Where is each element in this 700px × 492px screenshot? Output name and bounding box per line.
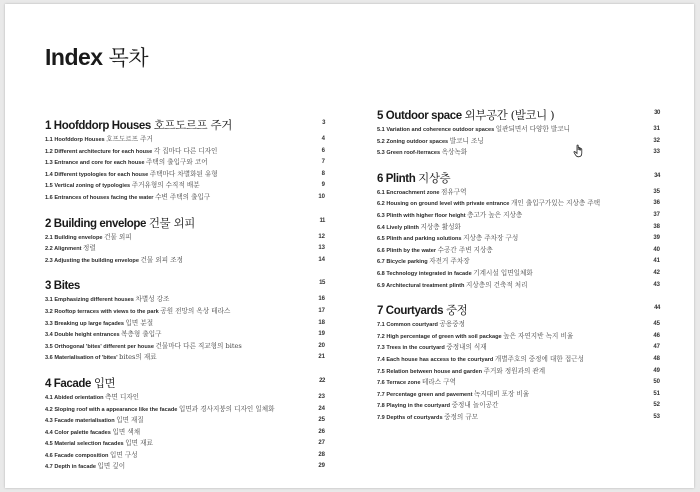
entry-title-en: 6.3 Plinth with higher floor height — [377, 212, 466, 219]
entry-page-number: 8 — [321, 170, 325, 177]
section-spacer — [45, 266, 325, 275]
index-entry[interactable] — [377, 256, 660, 268]
entry-page-number: 51 — [653, 390, 660, 397]
index-section — [377, 170, 660, 300]
index-entry[interactable] — [377, 198, 660, 210]
entry-page-number: 42 — [653, 269, 660, 276]
entry-title-en: 6.5 Plinth and parking solutions — [377, 236, 462, 243]
entry-title-kr: 측면 디자인 — [105, 392, 140, 401]
entry-title-kr: 입면 분절 — [125, 318, 154, 327]
entry-title-kr: 테라스 구역 — [422, 378, 456, 387]
entry-title-kr: 일관되면서 다양한 발코니 — [495, 125, 571, 133]
section-title-kr: 중정 — [445, 303, 468, 318]
section-title-en: 5 Outdoor space — [377, 110, 462, 122]
entry-title-en: 1.4 Different typologies for each house — [45, 171, 149, 178]
index-entry[interactable] — [377, 400, 660, 412]
index-entry[interactable] — [377, 389, 660, 401]
entry-page-number: 28 — [318, 451, 325, 458]
index-entry[interactable] — [45, 192, 325, 204]
index-entry[interactable] — [45, 232, 325, 244]
section-spacer — [377, 159, 660, 168]
section-title-en: 3 Bites — [45, 280, 80, 293]
entry-page-number: 32 — [653, 137, 660, 144]
index-entry[interactable] — [377, 136, 660, 148]
index-entry[interactable] — [377, 233, 660, 245]
section-heading[interactable] — [45, 375, 325, 392]
index-entry[interactable] — [45, 146, 325, 158]
entry-page-number: 41 — [653, 258, 660, 265]
entry-page-number: 20 — [318, 342, 325, 349]
section-page-number: 30 — [654, 110, 660, 116]
entry-title-kr: 입면 재질 — [116, 416, 144, 425]
section-title-kr: 외부공간 (발코니 ) — [464, 108, 555, 122]
entry-title-kr: 층고가 높은 지상층 — [467, 210, 523, 219]
entry-title-kr: 주거유형의 수직적 배분 — [131, 181, 200, 190]
entry-title-kr: 공용중정 — [439, 320, 465, 329]
entry-page-number: 7 — [321, 159, 325, 166]
entry-title-en: 3.1 Emphasizing different houses — [45, 297, 134, 304]
index-entry[interactable] — [45, 438, 325, 450]
section-page-number: 34 — [654, 172, 660, 179]
section-title-kr: 입면 — [93, 375, 116, 390]
entry-title-en: 5.1 Variation and coherence outdoor spaces — [377, 127, 495, 133]
index-entry[interactable] — [45, 243, 325, 255]
entry-title-en: 5.2 Zoning outdoor spaces — [377, 138, 449, 145]
index-section — [45, 277, 325, 373]
entry-title-kr: 점유구역 — [441, 187, 467, 196]
index-entry[interactable] — [377, 187, 660, 199]
entry-title-en: 6.4 Lively plinth — [377, 224, 419, 231]
entry-title-kr: 입면 깊이 — [97, 462, 126, 471]
index-entry[interactable] — [45, 329, 325, 341]
index-entry[interactable] — [377, 319, 660, 331]
index-entry[interactable] — [377, 124, 660, 136]
entry-title-kr: 높은 자연지반 녹지 비율 — [503, 331, 574, 340]
entry-page-number: 39 — [653, 235, 660, 242]
entry-title-kr: 정렬 — [83, 244, 96, 253]
index-entry[interactable] — [45, 255, 325, 267]
section-page-number: 11 — [319, 217, 325, 224]
entry-page-number: 36 — [653, 200, 660, 207]
entry-title-kr: 옥상녹화 — [441, 148, 468, 157]
index-entry[interactable] — [45, 427, 325, 439]
entry-title-en: 4.7 Depth in facade — [45, 464, 96, 471]
entry-page-number: 46 — [653, 332, 660, 339]
index-entry[interactable] — [45, 461, 325, 473]
entry-title-en: 6.6 Plinth by the water — [377, 247, 437, 254]
entry-title-en: 7.3 Trees in the courtyard — [377, 345, 445, 352]
section-title-kr: 건물 외피 — [148, 215, 195, 230]
title-en: Index — [45, 44, 103, 70]
entry-title-kr: bites의 재료 — [119, 353, 157, 362]
entry-title-kr: 입면 재료 — [125, 439, 153, 448]
entry-title-en: 7.4 Each house has access to the courtyard — [377, 356, 494, 363]
index-left-column — [45, 117, 325, 484]
index-entry[interactable] — [377, 147, 660, 159]
section-page-number: 15 — [319, 280, 325, 287]
entry-page-number: 29 — [318, 463, 325, 470]
entry-title-en: 3.3 Breaking up large façades — [45, 320, 124, 327]
entry-page-number: 25 — [318, 417, 325, 424]
index-section — [377, 107, 660, 168]
entry-title-kr: 공원 전망의 옥상 테라스 — [160, 306, 231, 315]
index-entry[interactable] — [377, 280, 660, 292]
entry-page-number: 18 — [318, 319, 325, 326]
section-page-number: 3 — [322, 120, 325, 126]
entry-title-en: 7.1 Common courtyard — [377, 322, 438, 329]
title-kr: 목차 — [108, 46, 149, 70]
entry-page-number: 26 — [318, 428, 325, 435]
section-heading[interactable] — [45, 215, 325, 232]
index-section — [45, 117, 325, 213]
entry-title-en: 1.6 Entrances of houses facing the water — [45, 194, 154, 201]
entry-page-number: 16 — [318, 296, 325, 303]
index-entry[interactable] — [45, 392, 325, 404]
index-entry[interactable] — [377, 354, 660, 366]
entry-page-number: 23 — [318, 393, 325, 400]
section-title-en: 6 Plinth — [377, 172, 416, 185]
entry-page-number: 40 — [653, 246, 660, 253]
entry-title-en: 1.3 Entrance and core for each house — [45, 160, 145, 167]
entry-page-number: 4 — [321, 136, 325, 142]
document-page — [5, 4, 694, 488]
entry-page-number: 10 — [318, 193, 325, 200]
index-entry[interactable] — [377, 377, 660, 389]
index-entry[interactable] — [45, 341, 325, 353]
section-heading[interactable] — [45, 117, 325, 134]
entry-title-kr: 중정내 놀이공간 — [451, 401, 499, 410]
index-section — [377, 302, 660, 432]
entry-title-kr: 건물 외피 — [104, 232, 132, 241]
entry-title-en: 4.3 Facade materialisation — [45, 418, 115, 425]
entry-title-en: 6.8 Technology integrated in facade — [377, 270, 472, 277]
entry-title-en: 3.2 Rooftop terraces with views to the park — [45, 308, 159, 315]
entry-title-kr: 중정의 규모 — [444, 412, 479, 421]
entry-page-number: 21 — [318, 354, 325, 361]
entry-title-kr: 발코니 조닝 — [449, 136, 484, 145]
section-heading[interactable] — [377, 170, 660, 187]
entry-page-number: 45 — [653, 321, 660, 328]
index-entry[interactable] — [45, 352, 325, 364]
index-section — [45, 215, 325, 276]
entry-page-number: 9 — [321, 182, 325, 189]
section-spacer — [45, 204, 325, 213]
entry-title-kr: 지상층 주차장 구성 — [463, 234, 519, 243]
section-heading[interactable] — [45, 277, 325, 294]
entry-title-en: 3.6 Materialisation of 'bites' — [45, 355, 118, 362]
entry-page-number: 31 — [653, 126, 660, 132]
index-entry[interactable] — [45, 415, 325, 427]
section-title-kr: 지상층 — [418, 170, 451, 185]
entry-title-en: 7.2 High percentage of green with soil package — [377, 333, 502, 340]
entry-title-kr: 입면 구성 — [109, 450, 138, 459]
index-entry[interactable] — [377, 210, 660, 222]
index-entry[interactable] — [377, 412, 660, 424]
section-title-en: 1 Hoofddorp Houses — [45, 120, 151, 132]
index-entry[interactable] — [377, 268, 660, 280]
section-spacer — [377, 291, 660, 300]
index-entry[interactable] — [377, 342, 660, 354]
entry-title-kr: 지상층 활성화 — [420, 222, 461, 231]
entry-title-kr: 개인 출입구가있는 지상층 주택 — [510, 199, 601, 208]
entry-title-kr: 기계시설 입면일체화 — [473, 268, 533, 277]
index-entry[interactable] — [45, 180, 325, 192]
entry-page-number: 6 — [321, 147, 325, 154]
section-heading[interactable] — [377, 302, 660, 319]
entry-title-en: 1.1 Hoofddorp Houses — [45, 137, 105, 143]
index-section — [45, 375, 325, 482]
index-entry[interactable] — [377, 245, 660, 257]
section-title-en: 4 Facade — [45, 377, 92, 390]
index-entry[interactable] — [377, 366, 660, 378]
entry-title-kr: 중정내의 식재 — [446, 343, 487, 352]
entry-title-en: 4.1 Abided orientation — [45, 394, 104, 401]
entry-page-number: 19 — [318, 331, 325, 338]
entry-title-kr: 녹지대비 포장 비율 — [474, 389, 530, 398]
entry-page-number: 17 — [318, 307, 325, 314]
entry-title-kr: 자전거 주차장 — [429, 257, 470, 266]
section-spacer — [45, 473, 325, 482]
entry-page-number: 43 — [653, 281, 660, 288]
entry-title-en: 4.4 Color palette facades — [45, 429, 111, 436]
entry-title-en: 1.5 Vertical zoning of typologies — [45, 183, 131, 190]
entry-page-number: 48 — [653, 355, 660, 362]
entry-title-kr: 수변 주택의 출입구 — [155, 192, 211, 201]
entry-page-number: 12 — [318, 233, 325, 240]
entry-title-en: 7.9 Depths of courtyards — [377, 414, 443, 421]
entry-page-number: 37 — [653, 211, 660, 218]
entry-title-kr: 주택마다 차별화된 유형 — [149, 169, 218, 178]
index-entry[interactable] — [45, 134, 325, 146]
entry-title-en: 4.5 Material selection facades — [45, 441, 124, 448]
entry-title-en: 6.9 Architectural treatment plinth — [377, 282, 465, 289]
entry-page-number: 50 — [653, 379, 660, 386]
entry-title-en: 6.1 Encroachment zone — [377, 189, 440, 196]
entry-title-en: 7.5 Relation between house and garden — [377, 368, 483, 375]
entry-page-number: 24 — [318, 405, 325, 412]
entry-title-en: 7.8 Playing in the courtyard — [377, 403, 451, 410]
hand-cursor-icon — [573, 144, 585, 158]
entry-title-kr: 건물 외피 조정 — [140, 255, 183, 264]
entry-page-number: 33 — [653, 149, 660, 156]
entry-title-kr: 주거와 정원과의 관계 — [483, 366, 546, 375]
entry-page-number: 35 — [653, 188, 660, 195]
entry-title-kr: 입면과 경사지붕의 디자인 일체화 — [179, 404, 275, 413]
entry-title-kr: 주택의 출입구와 코어 — [146, 158, 208, 167]
index-right-column — [377, 107, 660, 434]
section-title-kr: 호프도르프 주거 — [153, 118, 232, 132]
entry-title-kr: 수공간 주변 지상층 — [437, 245, 493, 254]
section-spacer — [377, 423, 660, 432]
entry-page-number: 13 — [318, 245, 325, 252]
entry-title-kr: 건물마다 다른 직교형의 bites — [155, 341, 242, 350]
index-entry[interactable] — [45, 306, 325, 318]
entry-title-en: 2.2 Alignment — [45, 246, 82, 253]
section-page-number: 22 — [319, 377, 325, 384]
entry-page-number: 49 — [653, 367, 660, 374]
index-entry[interactable] — [45, 157, 325, 169]
entry-title-en: 3.5 Orthogonal 'bites' different per house — [45, 343, 154, 350]
entry-title-kr: 호프도르프 주거 — [106, 135, 153, 143]
entry-title-en: 2.3 Adjusting the building envelope — [45, 257, 139, 264]
section-page-number: 44 — [654, 305, 660, 312]
page-title — [45, 42, 148, 72]
entry-page-number: 52 — [653, 402, 660, 409]
entry-title-kr: 지상층의 건축적 처리 — [466, 280, 528, 289]
entry-title-kr: 각 집마다 다른 디자인 — [153, 146, 218, 155]
section-title-en: 2 Building envelope — [45, 217, 147, 230]
entry-title-en: 7.7 Percentage green and pavement — [377, 391, 473, 398]
entry-title-en: 4.2 Sloping roof with a appearance like the facade — [45, 406, 178, 413]
section-spacer — [45, 364, 325, 373]
entry-title-en: 2.1 Building envelope — [45, 234, 103, 241]
entry-title-en: 5.3 Green roof-/terraces — [377, 150, 441, 157]
entry-page-number: 38 — [653, 223, 660, 230]
entry-title-en: 7.6 Terrace zone — [377, 380, 421, 387]
entry-page-number: 47 — [653, 344, 660, 351]
entry-title-en: 4.6 Facade composition — [45, 452, 109, 459]
entry-title-en: 6.7 Bicycle parking — [377, 259, 428, 266]
entry-title-kr: 입면 색채 — [112, 427, 141, 436]
entry-page-number: 14 — [318, 256, 325, 263]
entry-title-en: 3.4 Double height entrances — [45, 332, 120, 339]
entry-title-kr: 복층형 출입구 — [121, 330, 162, 339]
entry-title-kr: 차별성 강조 — [135, 295, 170, 304]
entry-title-en: 1.2 Different architecture for each house — [45, 148, 153, 155]
index-entry[interactable] — [45, 169, 325, 181]
index-entry[interactable] — [45, 294, 325, 306]
section-heading[interactable] — [377, 107, 660, 124]
index-entry[interactable] — [377, 331, 660, 343]
index-entry[interactable] — [45, 404, 325, 416]
entry-title-en: 6.2 Housing on ground level with private entrance — [377, 201, 510, 208]
index-entry[interactable] — [45, 318, 325, 330]
entry-page-number: 53 — [653, 413, 660, 420]
entry-title-kr: 개별주호의 중정에 대한 접근성 — [494, 354, 584, 363]
index-entry[interactable] — [377, 222, 660, 234]
entry-page-number: 27 — [318, 440, 325, 447]
index-entry[interactable] — [45, 450, 325, 462]
section-title-en: 7 Courtyards — [377, 305, 444, 318]
